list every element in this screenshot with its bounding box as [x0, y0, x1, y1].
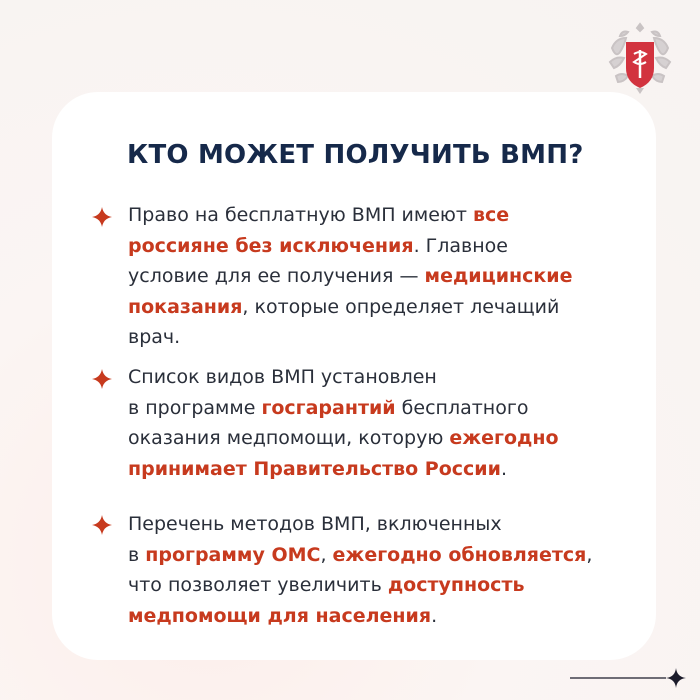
body-text: оказания медпомощи, которую: [128, 427, 450, 449]
body-text: ,: [320, 543, 333, 566]
text-line: [128, 231, 638, 262]
highlight-text: ежегодно: [449, 427, 559, 449]
body-text: бесплатного: [395, 396, 529, 419]
text-line: [128, 393, 638, 424]
text-line: [128, 292, 638, 323]
text-line: [128, 509, 638, 540]
body-text: в: [128, 543, 146, 566]
paragraph-3: [128, 509, 638, 631]
text-line: [128, 362, 638, 393]
page-title: КТО МОЖЕТ ПОЛУЧИТЬ ВМП?: [127, 140, 584, 170]
body-text: что позволяет увеличить: [128, 574, 388, 596]
body-text: врач.: [128, 326, 181, 348]
body-text: ,: [586, 543, 593, 566]
body-text: в программе: [128, 396, 262, 419]
text-line: [128, 454, 638, 485]
body-text: Перечень методов ВМП, включенных: [128, 513, 502, 535]
text-line: [128, 570, 638, 601]
highlight-text: доступность: [387, 574, 525, 596]
text-line: [128, 261, 638, 292]
four-point-star-icon: [92, 369, 112, 389]
text-line: [128, 423, 638, 454]
decorative-line: [570, 666, 690, 690]
body-text: Право на бесплатную ВМП имеют: [128, 204, 474, 226]
highlight-text: ежегодно обновляется: [332, 543, 587, 566]
highlight-text: медицинские: [424, 265, 573, 287]
paragraph-1: [128, 200, 638, 353]
paragraph-2: [128, 362, 638, 484]
text-line: [128, 200, 638, 231]
body-text: Список видов ВМП установлен: [128, 366, 437, 388]
body-text: .: [500, 457, 507, 480]
body-text: условие для ее получения —: [128, 265, 425, 287]
text-line: [128, 322, 638, 353]
highlight-text: принимает Правительство России: [128, 457, 501, 480]
text-line: [128, 540, 638, 571]
four-point-star-icon: [92, 515, 112, 535]
body-text: . Главное: [413, 234, 508, 257]
body-text: .: [431, 604, 438, 627]
highlight-text: показания: [128, 295, 243, 318]
text-line: [128, 601, 638, 632]
four-point-star-icon: [92, 207, 112, 227]
highlight-text: россияне без исключения: [128, 234, 414, 257]
highlight-text: все: [473, 204, 510, 226]
sparkle-icon: [666, 668, 686, 688]
highlight-text: медпомощи для населения: [128, 604, 432, 627]
ministry-emblem-icon: [606, 18, 674, 100]
body-text: , которые определяет лечащий: [242, 295, 560, 318]
highlight-text: госгарантий: [261, 396, 396, 419]
highlight-text: программу ОМС: [145, 543, 321, 566]
